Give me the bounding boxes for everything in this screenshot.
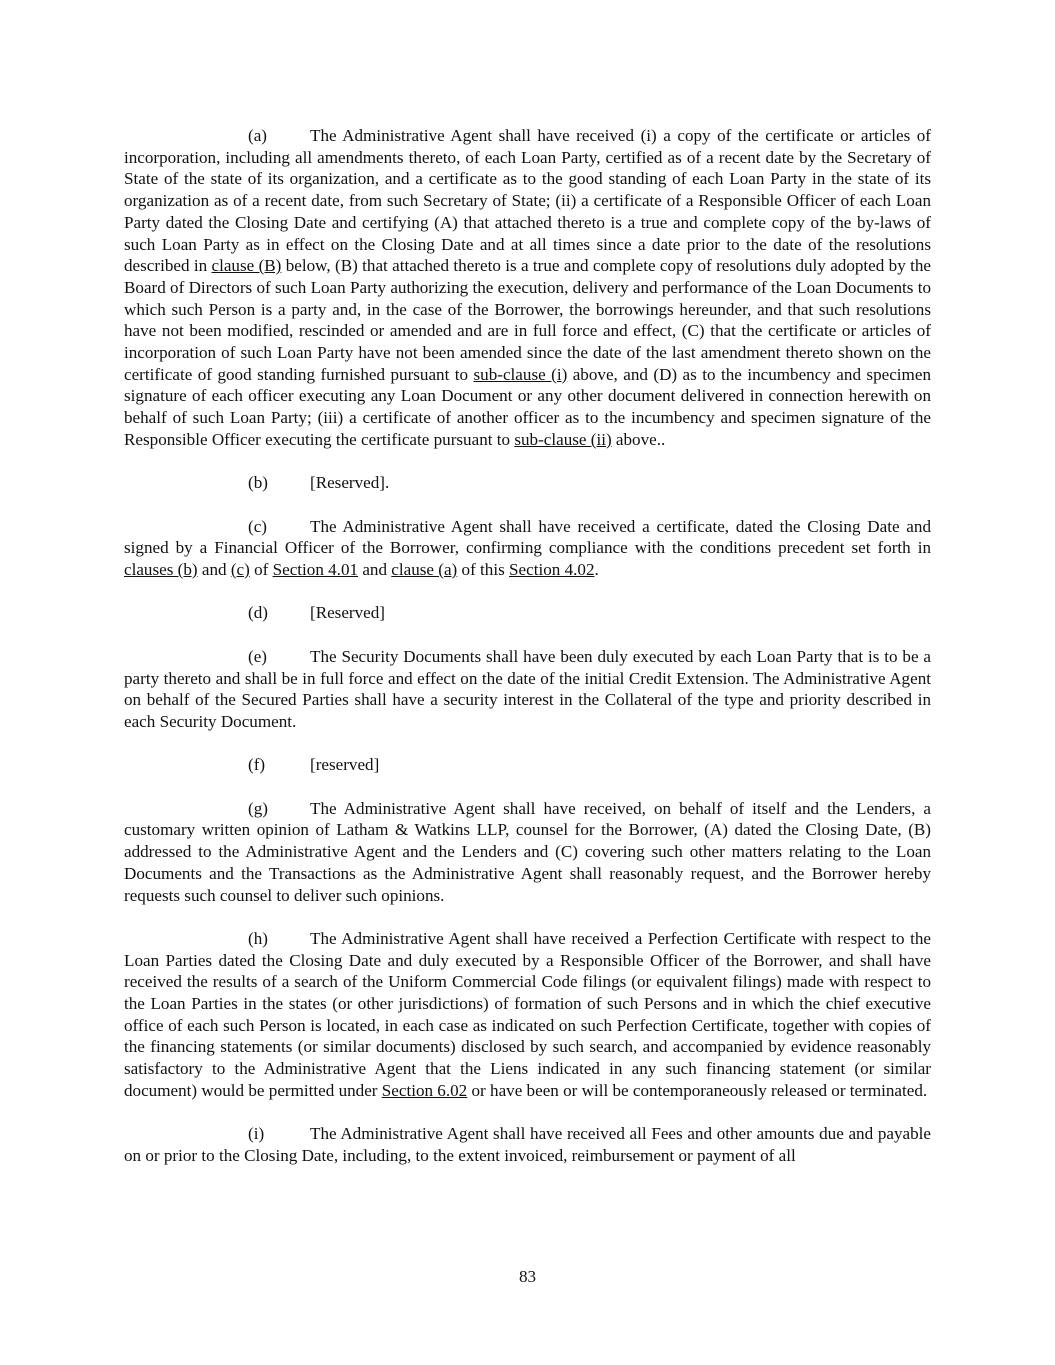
paragraph-a (124, 125, 931, 451)
paragraph-c (124, 516, 931, 581)
paragraph-f (124, 754, 931, 776)
paragraph-text: The Administrative Agent shall have received (i) a copy of the certificate or articles of incorporation, including all amendments thereto, of each Loan Party, certified as of a recent date by the Secretary of State of the state of its organization, and a certificate as to the good standing of each Loan Party in the state of its organization as of a recent date, from such Secretary of State; (ii) a certificate of a Responsible Officer of each Loan Party dated the Closing Date and certifying (A) that attached thereto is a true and complete copy of the by-laws of such Loan Party as in effect on the Closing Date and at all times since a date prior to the date of the resolutions described in (124, 126, 931, 276)
page-number: 83 (518, 1267, 537, 1286)
paragraph-text: [reserved] (310, 755, 380, 775)
paragraph-label: (f) (248, 755, 266, 775)
paragraph-text: of this (457, 560, 510, 580)
cross-reference: sub-clause (i) (473, 364, 568, 384)
paragraph-text: or have been or will be contemporaneously released or terminated. (467, 1080, 928, 1100)
cross-reference: clause (a) (391, 560, 458, 580)
cross-reference: Section 4.01 (272, 560, 359, 580)
paragraph-d (124, 602, 931, 624)
paragraph-label: (e) (248, 646, 267, 666)
paragraph-label: (c) (248, 516, 267, 536)
paragraph-label: (g) (248, 798, 268, 818)
paragraph-label: (b) (248, 473, 268, 493)
paragraph-text: and (358, 560, 392, 580)
cross-reference: clause (B) (211, 256, 282, 276)
paragraph-text: The Security Documents shall have been duly executed by each Loan Party that is to be a party thereto and shall be in full force and effect on the date of the initial Credit Extension. The Administrative Agent on behalf of the Secured Parties shall have a security interest in the Collateral of the type and priority described in each Security Document. (124, 646, 931, 731)
paragraph-text: The Administrative Agent shall have received all Fees and other amounts due and payable on or prior to the Closing Date, including, to the extent invoiced, reimbursement or payment of all (124, 1124, 931, 1165)
paragraph-label: (h) (248, 928, 268, 948)
cross-reference: sub-clause (ii) (514, 429, 612, 449)
document-body (124, 125, 931, 1188)
cross-reference: clauses (b) (124, 560, 198, 580)
paragraph-text: [Reserved] (310, 603, 385, 623)
paragraph-text: The Administrative Agent shall have received, on behalf of itself and the Lenders, a customary written opinion of Latham & Watkins LLP, counsel for the Borrower, (A) dated the Closing Date, (B) addressed to the Administrative Agent and the Lenders and (C) covering such other matters relating to the Loan Documents and the Transactions as the Administrative Agent shall reasonably request, and the Borrower hereby requests such counsel to deliver such opinions. (124, 798, 931, 905)
paragraph-text: The Administrative Agent shall have received a Perfection Certificate with respect to the Loan Parties dated the Closing Date and duly executed by a Responsible Officer of the Borrower, and shall have received the results of a search of the Uniform Commercial Code filings (or equivalent filings) made with respect to the Loan Parties in the states (or other jurisdictions) of formation of such Persons and in which the chief executive office of each such Person is located, in each case as indicated on such Perfection Certificate, together with copies of the financing statements (or similar documents) disclosed by such search, and accompanied by evidence reasonably satisfactory to the Administrative Agent that the Liens indicated in any such financing statement (or similar document) would be permitted under (124, 928, 931, 1100)
paragraph-text: above.. (611, 429, 666, 449)
paragraph-text: and (197, 560, 231, 580)
paragraph-text: below, (B) that attached thereto is a true and complete copy of resolutions duly adopted by the Board of Directors of such Loan Party authorizing the execution, delivery and performance of the Loan Documents to which such Person is a party and, in the case of the Borrower, the borrowings hereunder, and that such resolutions have not been modified, rescinded or amended and are in full force and effect, (C) that the certificate or articles of incorporation of such Loan Party have not been amended since the date of the last amendment thereto shown on the certificate of good standing furnished pursuant to (124, 256, 931, 384)
paragraph-i (124, 1123, 931, 1166)
paragraph-label: (a) (248, 126, 267, 145)
paragraph-label: (i) (248, 1124, 265, 1144)
cross-reference: Section 6.02 (381, 1080, 468, 1100)
paragraph-e (124, 646, 931, 733)
paragraph-b (124, 472, 931, 494)
cross-reference: (c) (230, 560, 250, 580)
paragraph-text: above, and (D) as to the incumbency and specimen signature of each officer executing any Loan Document or any other document delivered in connection herewith on behalf of such Loan Party; (iii) a certificate of another officer as to the incumbency and specimen signature of the Responsible Officer executing the certificate pursuant to (124, 364, 931, 449)
paragraph-text: The Administrative Agent shall have received a certificate, dated the Closing Date and signed by a Financial Officer of the Borrower, confirming compliance with the conditions precedent set forth in (124, 516, 931, 558)
paragraph-g (124, 798, 931, 907)
paragraph-text: [Reserved]. (310, 473, 390, 493)
paragraph-text: . (594, 560, 599, 580)
paragraph-text: of (249, 560, 273, 580)
cross-reference: Section 4.02 (509, 560, 595, 580)
paragraph-h (124, 928, 931, 1102)
paragraph-label: (d) (248, 603, 268, 623)
